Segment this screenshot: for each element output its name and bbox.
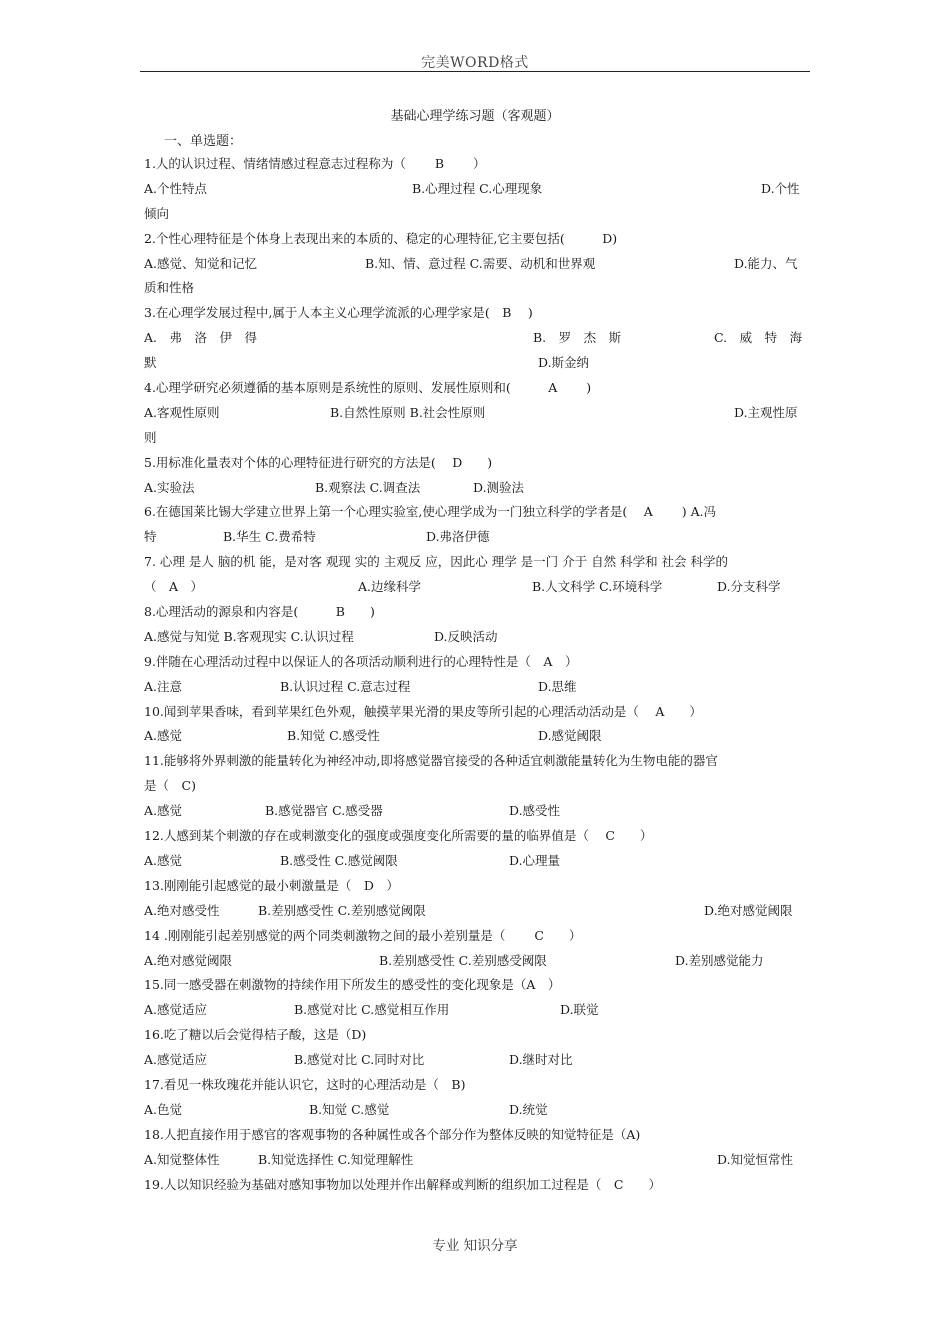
text-line (144, 1023, 809, 1048)
text-line (144, 426, 809, 451)
line-text: A.感觉 (144, 728, 183, 744)
option-text: D.感受性 (509, 803, 561, 819)
option-text: D.知觉恒常性 (717, 1151, 794, 1167)
option-text: B.华生 C.费希特 (223, 529, 316, 545)
option-text: B.感觉对比 C.同时对比 (294, 1052, 425, 1068)
line-text: A.感觉适应 (144, 1052, 208, 1068)
option-text: B.差别感受性 C.差别感受阈限 (379, 952, 547, 968)
option-text: B.知觉选择性 C.知觉理解性 (258, 1151, 414, 1167)
option-text: B.知、情、意过程 C.需要、动机和世界观 (365, 255, 596, 271)
option-text: D.绝对感觉阈限 (704, 902, 793, 918)
line-text: 18.人把直接作用于感官的客观事物的各种属性或各个部分作为整体反映的知觉特征是（A) (144, 1126, 641, 1142)
line-text: A.实验法 (144, 479, 195, 495)
option-text: B.自然性原则 B.社会性原则 (330, 404, 486, 420)
text-line (144, 824, 809, 849)
section-heading: 一、单选题： (164, 134, 243, 149)
option-text: D.能力、气 (734, 255, 798, 271)
line-text: 10.闻到苹果香味，看到苹果红色外观，触摸苹果光滑的果皮等所引起的心理活动活动是（ A ） (144, 703, 702, 719)
option-text: B.差别感受性 C.差别感觉阈限 (258, 902, 426, 918)
text-line (144, 949, 809, 974)
text-line (144, 973, 809, 998)
text-line (144, 600, 809, 625)
line-text: A.注意 (144, 678, 183, 694)
option-text: D.弗洛伊德 (426, 529, 490, 545)
question-lines (144, 152, 809, 1197)
text-line (144, 1148, 809, 1173)
line-text: 2.个性心理特征是个体身上表现出来的本质的、稳定的心理特征,它主要包括( D) (144, 230, 618, 246)
option-text: B.感觉器官 C.感受器 (265, 803, 383, 819)
line-text: 8.心理活动的源泉和内容是( B ) (144, 604, 375, 620)
text-line (144, 575, 809, 600)
option-text: D.感觉阈限 (538, 728, 602, 744)
option-text: D.个性 (761, 180, 800, 196)
text-line (144, 476, 809, 501)
line-text: A.客观性原则 (144, 404, 220, 420)
text-line (144, 874, 809, 899)
line-text: 4.心理学研究必须遵循的基本原则是系统性的原则、发展性原则和( A ) (144, 380, 592, 396)
option-text: C. 威 特 海 (714, 330, 803, 346)
option-text: B.心理过程 C.心理现象 (412, 180, 543, 196)
text-line (144, 675, 809, 700)
text-line (144, 550, 809, 575)
option-text: B.人文科学 C.环境科学 (532, 579, 663, 595)
line-text: A.感觉 (144, 852, 183, 868)
option-text: B.感受性 C.感觉阈限 (280, 852, 398, 868)
line-text: A.感觉与知觉 B.客观现实 C.认识过程 (144, 628, 354, 644)
line-text: 则 (144, 429, 157, 445)
option-text: D.思维 (538, 678, 577, 694)
option-text: D.主观性原 (734, 404, 798, 420)
text-line (144, 500, 809, 525)
line-text: 15.同一感受器在刺激物的持续作用下所发生的感受性的变化现象是（A ） (144, 977, 561, 993)
line-text: 是（ C) (144, 778, 196, 794)
line-text: 3.在心理学发展过程中,属于人本主义心理学流派的心理学家是( B ) (144, 305, 533, 321)
header-rule (140, 71, 810, 72)
line-text: 默 (144, 355, 157, 371)
line-text: A.知觉整体性 (144, 1151, 220, 1167)
line-text: A.绝对感受性 (144, 902, 220, 918)
text-line (144, 376, 809, 401)
text-line (144, 924, 809, 949)
line-text: A.个性特点 (144, 180, 208, 196)
option-text: D.斯金纳 (538, 355, 590, 371)
option-text: D.统觉 (509, 1101, 548, 1117)
page-header: 完美WORD格式 (421, 55, 529, 71)
line-text: 16.吃了糖以后会觉得桔子酸，这是（D) (144, 1027, 367, 1043)
option-text: D.联觉 (560, 1002, 599, 1018)
text-line (144, 650, 809, 675)
option-text: D.差别感觉能力 (675, 952, 764, 968)
line-text: （ A ） (144, 579, 204, 595)
line-text: 倾向 (144, 205, 170, 221)
text-line (144, 451, 809, 476)
line-text: 特 (144, 529, 157, 545)
text-line (144, 152, 809, 177)
option-text: B.认识过程 C.意志过程 (280, 678, 411, 694)
text-line (144, 625, 809, 650)
line-text: A.色觉 (144, 1101, 183, 1117)
option-text: D.反映活动 (434, 628, 498, 644)
line-text: 6.在德国莱比锡大学建立世界上第一个心理实验室,使心理学成为一门独立科学的学者是( A ) A.冯 (144, 504, 717, 520)
text-line (144, 1173, 809, 1198)
text-line (144, 749, 809, 774)
option-text: A.边缘科学 (358, 579, 422, 595)
text-line (144, 401, 809, 426)
line-text: 17.看见一株玫瑰花并能认识它，这时的心理活动是（ B) (144, 1076, 466, 1092)
option-text: D.心理量 (509, 852, 561, 868)
line-text: 11.能够将外界刺激的能量转化为神经冲动,即将感觉器官接受的各种适宜刺激能量转化为生物电能的器官 (144, 753, 718, 769)
option-text: B.知觉 C.感受性 (287, 728, 380, 744)
option-text: D.测验法 (473, 479, 525, 495)
line-text: 1.人的认识过程、情绪情感过程意志过程称为（ B ） (144, 156, 486, 171)
line-text: A. 弗 洛 伊 得 (144, 330, 258, 346)
option-text: D.继时对比 (509, 1052, 573, 1068)
option-text: B. 罗 杰 斯 (533, 330, 622, 346)
text-line (144, 724, 809, 749)
text-line (144, 774, 809, 799)
text-line (144, 227, 809, 252)
line-text: 13.刚刚能引起感觉的最小刺激量是（ D ） (144, 877, 399, 893)
line-text: 7. 心理 是人 脑的机 能，是对客 观现 实的 主观反 应，因此心 理学 是一门 介于 自然 科学和 社会 科学的 (144, 554, 729, 570)
text-line (144, 351, 809, 376)
text-line (144, 525, 809, 550)
line-text: A.绝对感觉阈限 (144, 952, 233, 968)
text-line (144, 1048, 809, 1073)
line-text: 12.人感到某个刺激的存在或刺激变化的强度或强度变化所需要的量的临界值是（ C ） (144, 828, 653, 844)
text-line (144, 1073, 809, 1098)
line-text: A.感觉适应 (144, 1002, 208, 1018)
text-line (144, 1123, 809, 1148)
text-line (144, 998, 809, 1023)
text-line (144, 252, 809, 277)
page-footer: 专业 知识分享 (432, 1238, 518, 1254)
line-text: 质和性格 (144, 280, 195, 296)
line-text: A.感觉、知觉和记忆 (144, 255, 258, 271)
text-line (144, 177, 809, 202)
document-title: 基础心理学练习题（客观题） (390, 109, 560, 124)
option-text: B.感觉对比 C.感觉相互作用 (294, 1002, 450, 1018)
line-text: 5.用标准化量表对个体的心理特征进行研究的方法是( D ) (144, 454, 493, 470)
text-line (144, 700, 809, 725)
text-line (144, 899, 809, 924)
line-text: 19.人以知识经验为基础对感知事物加以处理并作出解释或判断的组织加工过程是（ C ） (144, 1176, 661, 1192)
line-text: 14 .刚刚能引起差别感觉的两个同类刺激物之间的最小差别量是（ C ） (144, 927, 582, 943)
line-text: 9.伴随在心理活动过程中以保证人的各项活动顺利进行的心理特性是（ A ） (144, 653, 578, 669)
line-text: A.感觉 (144, 803, 183, 819)
text-line (144, 276, 809, 301)
text-line (144, 1098, 809, 1123)
text-line (144, 326, 809, 351)
option-text: B.知觉 C.感觉 (309, 1101, 390, 1117)
option-text: D.分支科学 (717, 579, 781, 595)
text-line (144, 202, 809, 227)
text-line (144, 301, 809, 326)
text-line (144, 849, 809, 874)
option-text: B.观察法 C.调查法 (315, 479, 421, 495)
text-line (144, 799, 809, 824)
